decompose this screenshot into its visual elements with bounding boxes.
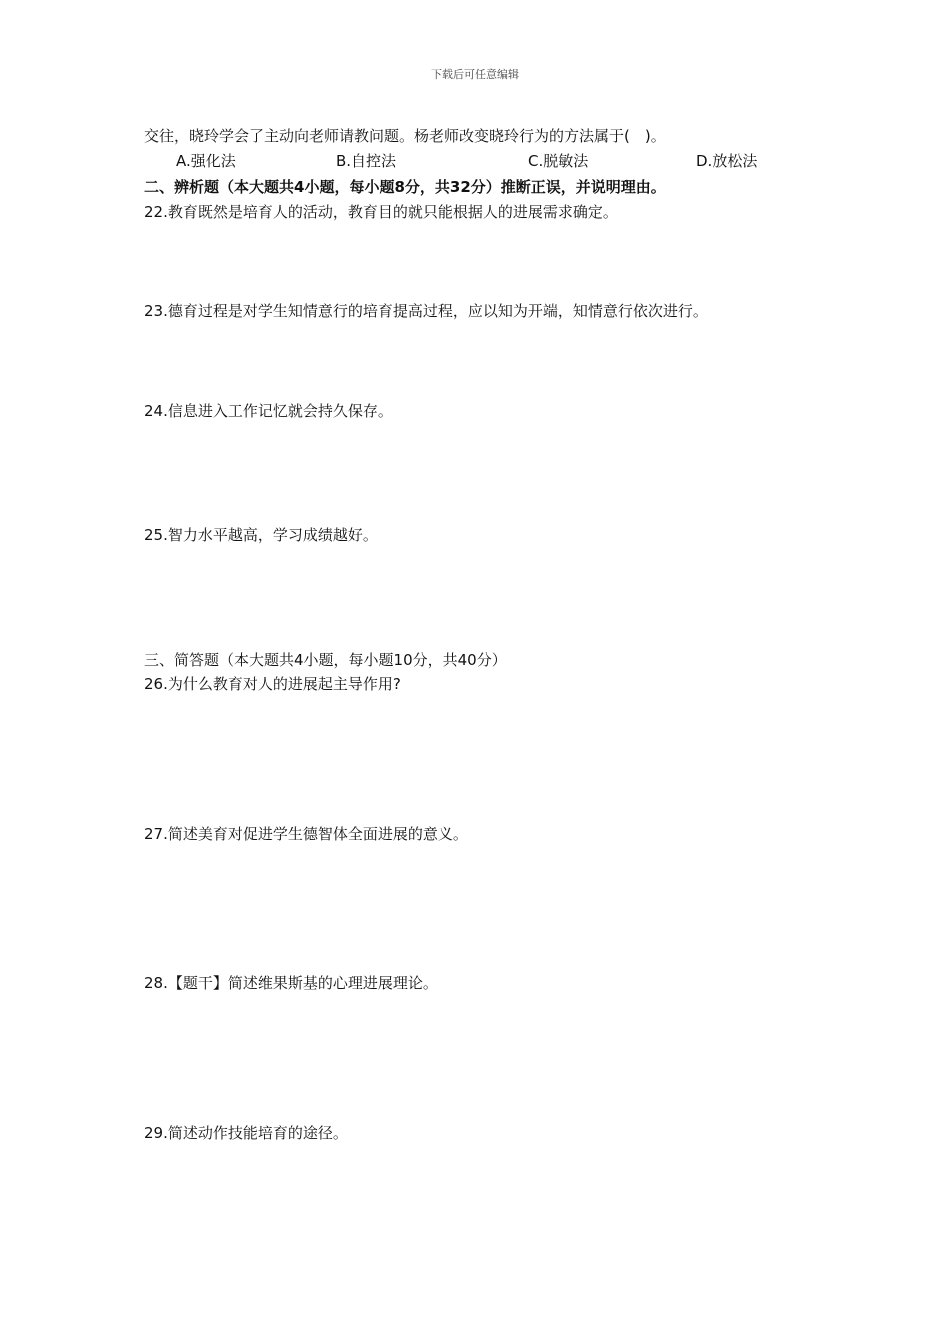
- option-b: B.自控法: [336, 152, 397, 170]
- question-27: 27.简述美育对促进学生德智体全面进展的意义。: [144, 825, 468, 843]
- option-c: C.脱敏法: [528, 152, 589, 170]
- page-header: 下载后可任意编辑: [431, 68, 519, 81]
- question-25: 25.智力水平越高，学习成绩越好。: [144, 526, 378, 544]
- question-21-stem: 交往，晓玲学会了主动向老师请教问题。杨老师改变晓玲行为的方法属于( )。: [144, 127, 666, 145]
- option-a: A.强化法: [176, 152, 236, 170]
- question-22: 22.教育既然是培育人的活动，教育目的就只能根据人的进展需求确定。: [144, 203, 618, 221]
- question-23: 23.德育过程是对学生知情意行的培育提高过程，应以知为开端，知情意行依次进行。: [144, 302, 708, 320]
- section-3-heading: 三、简答题（本大题共4小题，每小题10分，共40分）: [144, 651, 507, 669]
- question-26: 26.为什么教育对人的进展起主导作用?: [144, 675, 401, 693]
- option-d: D.放松法: [696, 152, 758, 170]
- section-2-heading: 二、辨析题（本大题共4小题，每小题8分，共32分）推断正误，并说明理由。: [144, 178, 666, 196]
- question-28: 28.【题干】简述维果斯基的心理进展理论。: [144, 974, 438, 992]
- question-24: 24.信息进入工作记忆就会持久保存。: [144, 402, 393, 420]
- question-29: 29.简述动作技能培育的途径。: [144, 1124, 348, 1142]
